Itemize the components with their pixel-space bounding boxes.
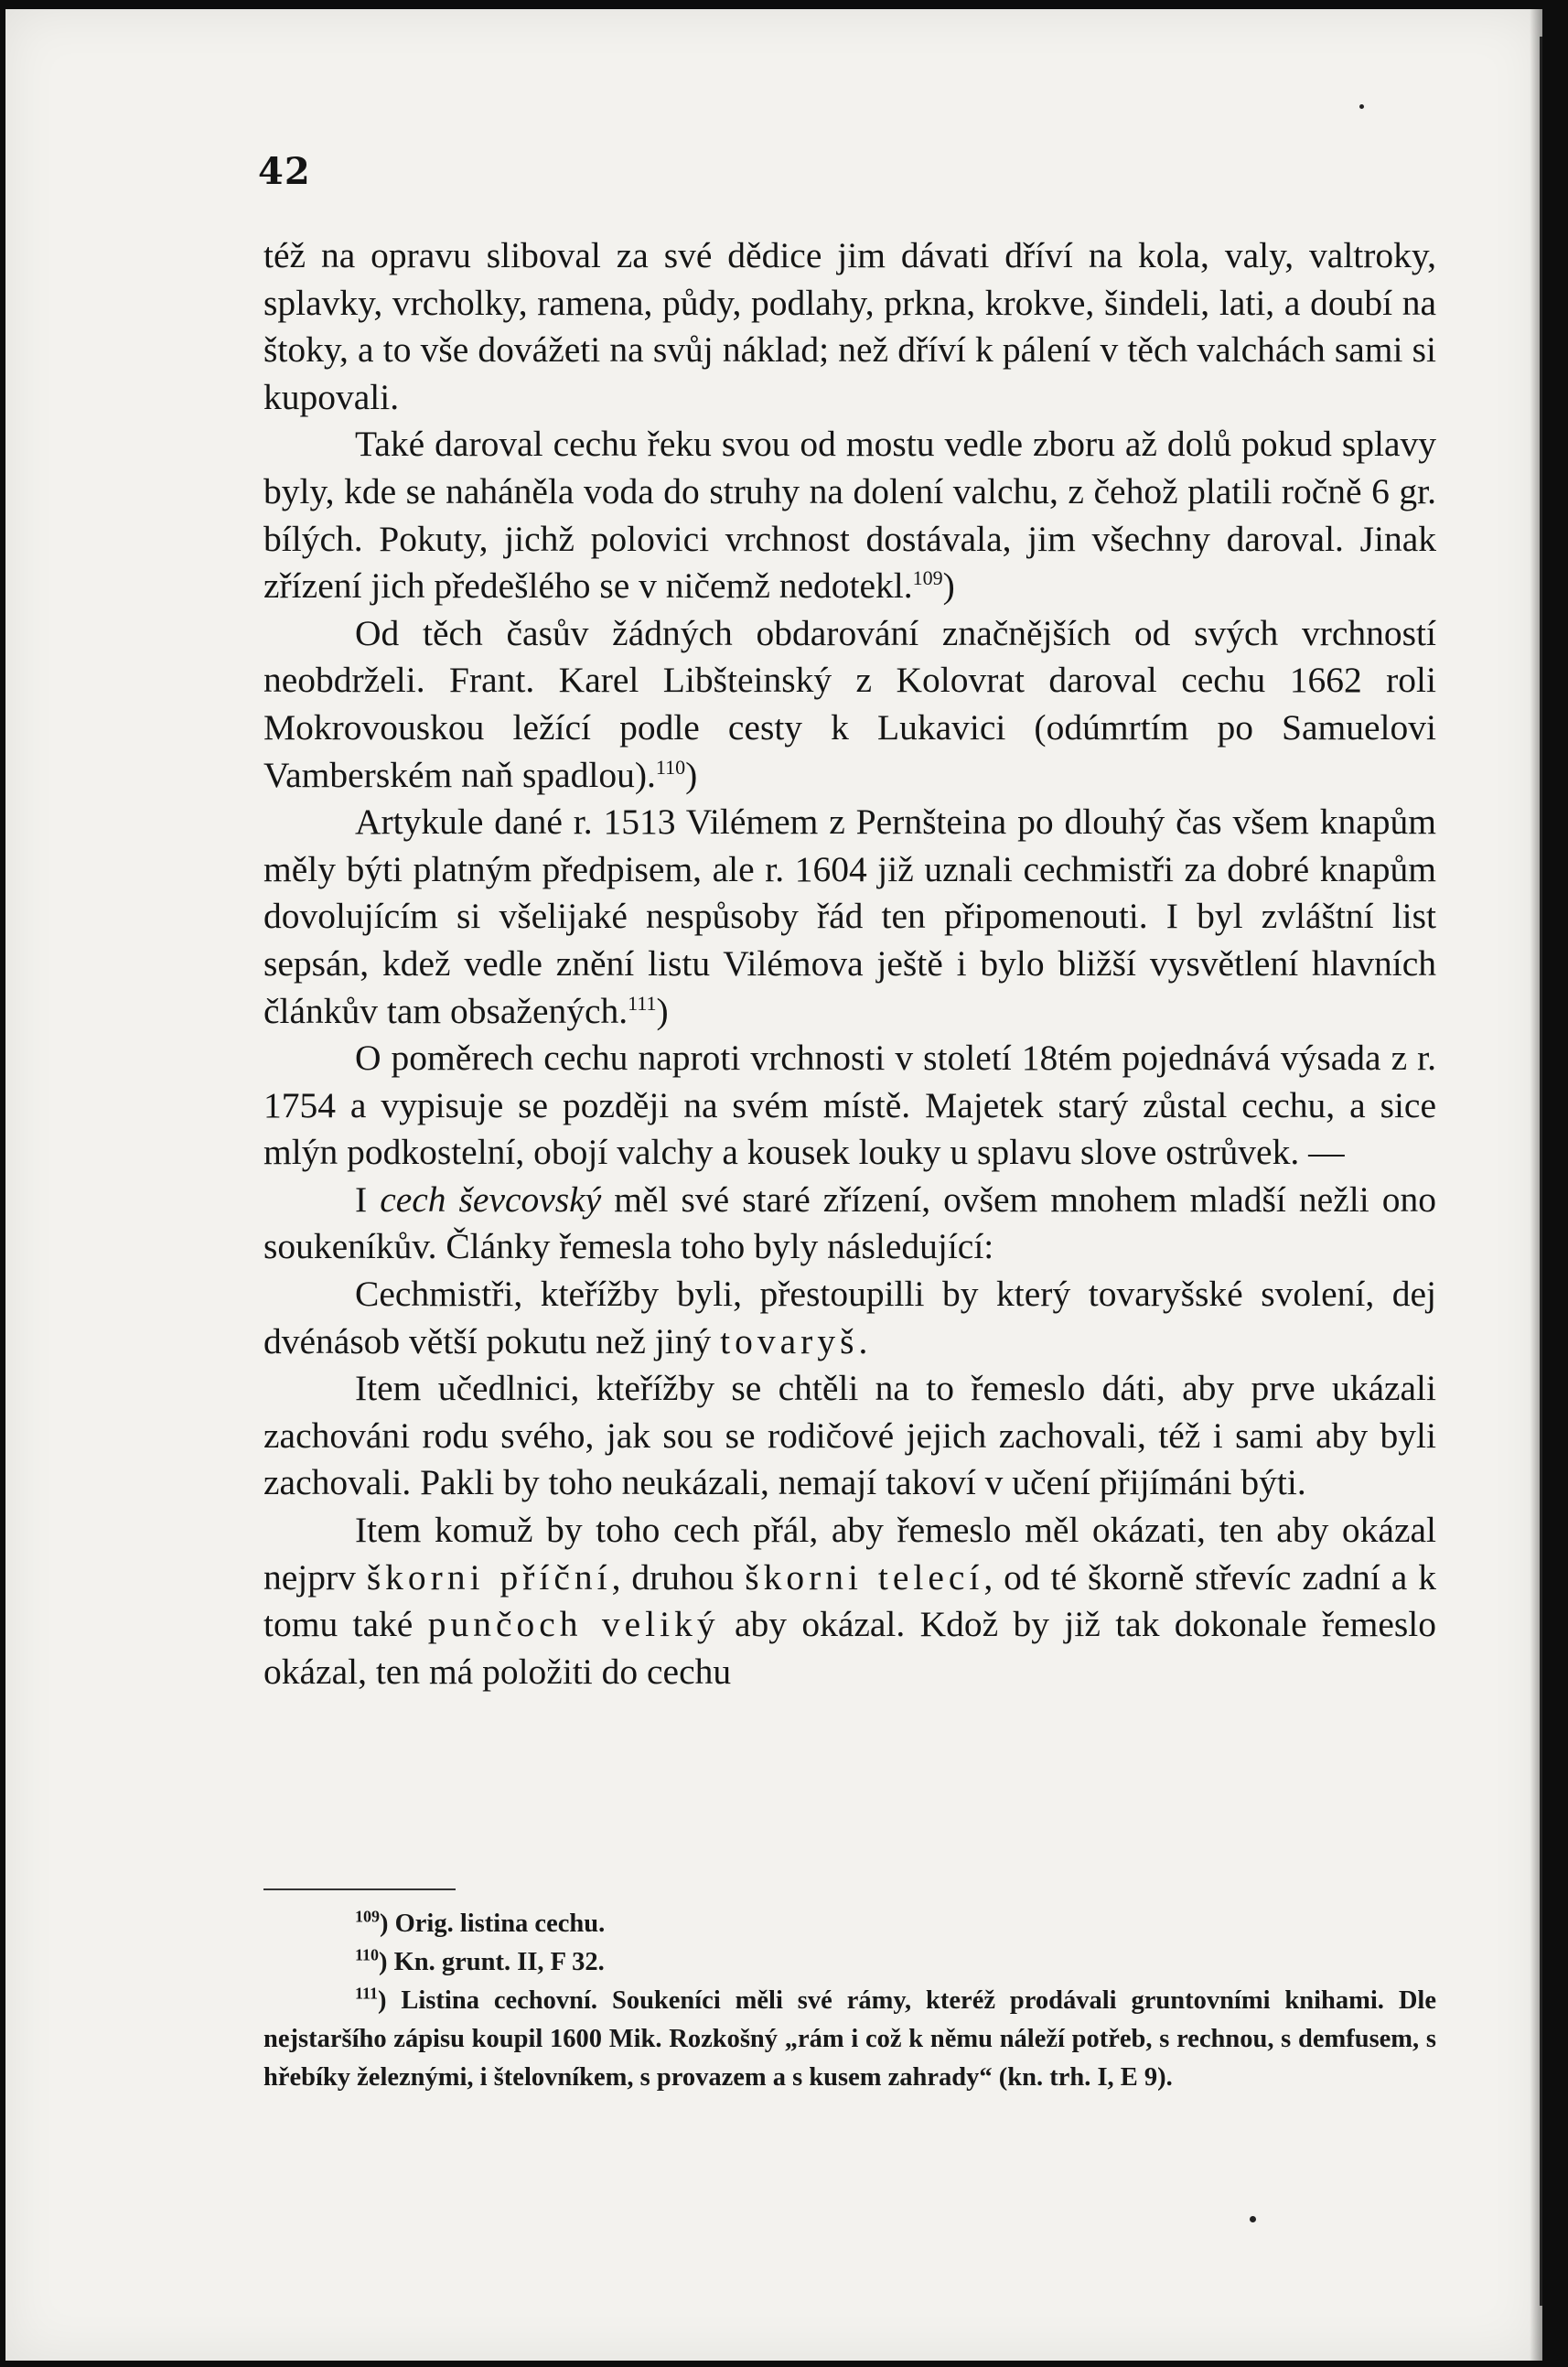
paragraph-9-spaced-1: škorni příční [366,1556,612,1598]
scan-speck [1250,2216,1256,2222]
scan-speck [1359,104,1364,109]
footnote-110-mark: 110 [355,1945,380,1964]
paragraph-7-text-b: . [858,1320,868,1361]
paragraph-1-text: též na opravu sliboval za své dědice jim dávati dříví na kola, valy, valtroky, splavky, vrcholky, ramena, půdy, podlahy, prkna, krokve, šindeli, lati, a doubí na štoky, a to vše dovážeti na svůj náklad; než dříví k pálení v těch valchách sami si kupovali. [263,235,1436,417]
paragraph-4-text: Artykule dané r. 1513 Vilémem z Pernšteina po dlouhý čas všem knapům měly býti platným předpisem, ale r. 1604 již uznali cechmistři za dobré knapům dovolujícím si všelijaké nespůsoby řád ten připomenouti. I byl zvláštní list sepsán, kdež vedle znění listu Vilémova ještě i bylo bližší vysvětlení hlavních článkův tam obsažených. [263,802,1436,1031]
paragraph-3 [263,610,1436,799]
footnote-111-mark: 111 [355,1984,379,2003]
paragraph-2-text: Také daroval cechu řeku svou od mostu vedle zboru až dolů pokud splavy byly, kde se naháněla voda do struhy na dolení valchu, z čehož platili ročně 6 gr. bílých. Pokuty, jichž polovici vrchnost dostávala, jim všechny daroval. Jinak zřízení jich předešlého se v ničemž nedotekl. [263,424,1436,607]
page-number: 42 [258,150,311,193]
footnote-ref-110-paren: ) [685,754,698,795]
paragraph-6 [263,1177,1436,1271]
footnote-ref-111: 111 [628,991,657,1015]
paragraph-9-text-d: aby okázal. Kdož by již tak dokonale řemeslo okázal, ten má položiti do cechu [263,1604,1436,1692]
footnote-ref-109: 109 [912,566,943,589]
paragraph-6-emphasis: cech ševcovský [380,1178,602,1220]
footnote-111-text: ) Listina cechovní. Soukeníci měli své rámy, kteréž prodávali gruntovními knihami. Dle nejstaršího zápisu koupil 1600 Mik. Rozkošný „rám i což k němu náleží potřeb, s rechnou, s demfusem, s hřebíky železnými, i štelovníkem, s provazem a s kusem zahrady“ (kn. trh. I, E 9). [263,1986,1436,2092]
footnote-109-mark: 109 [355,1907,380,1926]
paragraph-6-text-a: I [355,1178,381,1220]
footnote-divider [263,1888,456,1890]
footnote-110-text: ) Kn. grunt. II, F 32. [379,1948,605,1976]
paragraph-6-text-b: měl své staré zřízení, ovšem mnohem mladší nežli ono soukeníkův. Články řemesla toho byly následující: [263,1178,1436,1267]
paragraph-8 [263,1365,1436,1507]
paragraph-3-text: Od těch časův žádných obdarování značnějších od svých vrchností neobdrželi. Frant. Karel Libšteinský z Kolovrat daroval cechu 1662 roli Mokrovouskou ležící podle cesty k Lukavici (odúmrtím po Samuelovi Vamberském naň spadlou). [263,612,1436,795]
paragraph-7 [263,1271,1436,1365]
page-edge-shadow [1540,37,1542,2306]
paragraph-5-text: O poměrech cechu naproti vrchnosti v století 18tém pojednává výsada z r. 1754 a vypisuje se později na svém místě. Majetek starý zůstal cechu, a sice mlýn podkostelní, obojí valchy a kousek louky u splavu slove ostrůvek. — [263,1038,1436,1173]
footnote-ref-109-paren: ) [942,565,955,607]
paragraph-9-text-c: , od té škorně střevíc zadní a k tomu také [263,1556,1436,1645]
main-text [263,232,1436,1695]
footnote-ref-111-paren: ) [656,990,669,1031]
paragraph-8-text: Item učedlnici, kteřížby se chtěli na to řemeslo dáti, aby prve ukázali zachováni rodu svého, jak sou se rodičové jejich zachovali, též i sami aby byli zachovali. Pakli by toho neukázali, nemají takoví v učení přijímáni býti. [263,1368,1436,1503]
paragraph-9-spaced-3: punčoch veliký [427,1604,720,1645]
paragraph-9-text-b: , druhou [611,1556,746,1598]
footnote-109-text: ) Orig. listina cechu. [380,1910,606,1938]
paragraph-5 [263,1035,1436,1177]
paragraph-4 [263,799,1436,1035]
paragraph-1 [263,232,1436,421]
paragraph-7-spaced: tovaryš [720,1320,859,1361]
footnotes [263,1905,1436,2097]
footnote-110 [263,1943,1436,1982]
footnote-109 [263,1905,1436,1943]
book-page [5,9,1542,2361]
paragraph-7-text-a: Cechmistři, kteřížby byli, přestoupilli by který tovaryšské svolení, dej dvénásob větší pokutu než jiný [263,1274,1436,1361]
paragraph-2 [263,421,1436,609]
footnote-ref-110: 110 [655,755,686,779]
paragraph-9 [263,1507,1436,1695]
paragraph-9-text-a: Item komuž by toho cech přál, aby řemeslo měl okázati, ten aby okázal nejprv [263,1510,1436,1598]
footnote-111 [263,1982,1436,2097]
paragraph-9-spaced-2: škorni telecí [745,1556,984,1598]
